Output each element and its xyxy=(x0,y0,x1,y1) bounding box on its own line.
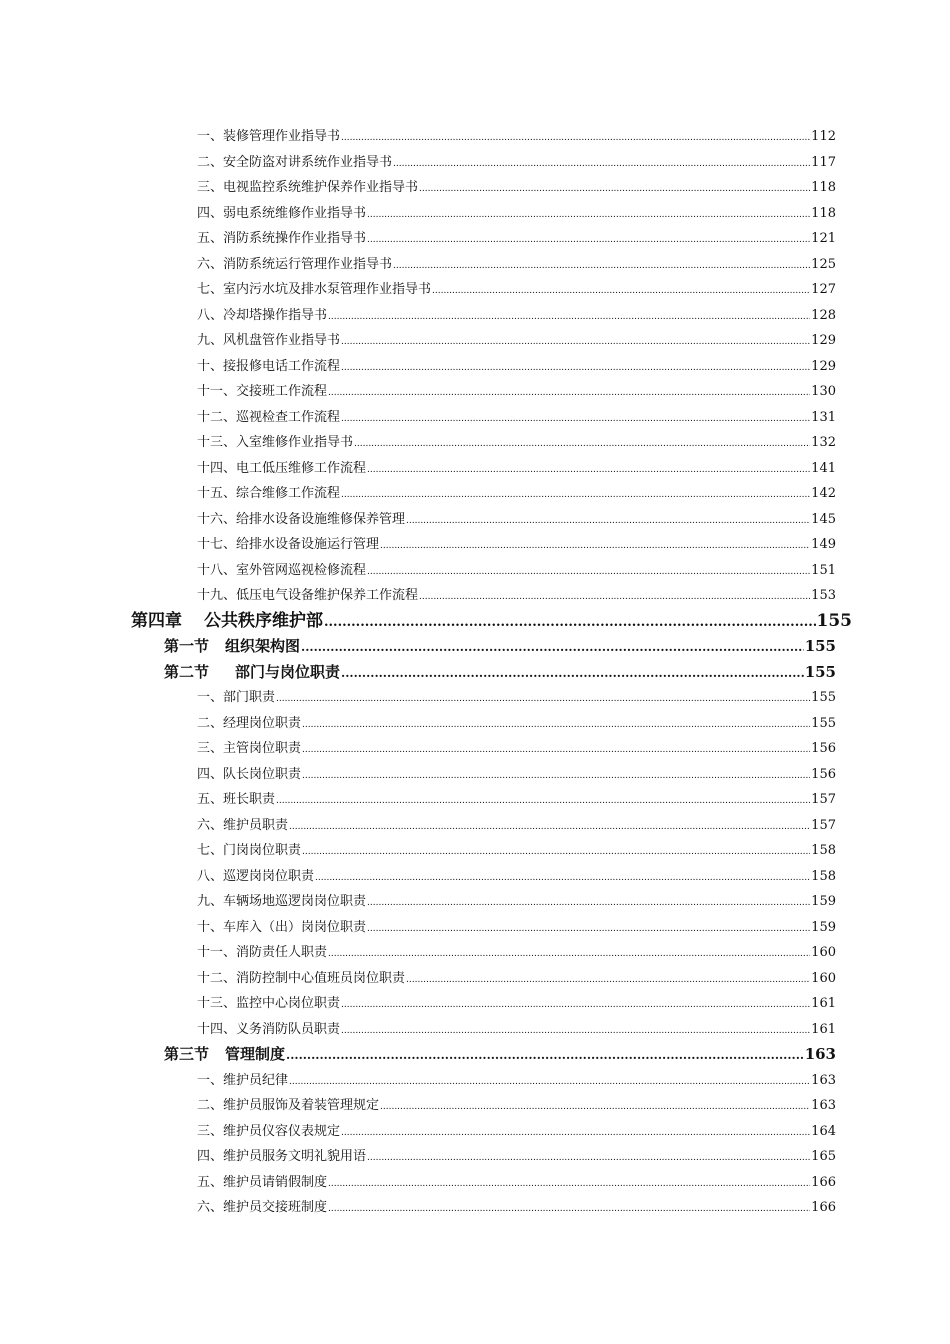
toc-entry[interactable] xyxy=(197,991,836,1017)
toc-page-number: 118 xyxy=(811,180,836,195)
toc-entry[interactable] xyxy=(197,1068,836,1094)
toc-leader-dots xyxy=(301,635,804,661)
toc-page-number: 166 xyxy=(811,1200,836,1215)
toc-page-number: 142 xyxy=(811,486,836,501)
toc-page-number: 127 xyxy=(811,282,836,297)
toc-entry-title: 一、维护员纪律 xyxy=(197,1072,289,1088)
toc-entry[interactable] xyxy=(197,354,836,380)
toc-leader-dots xyxy=(341,993,810,1019)
toc-entry[interactable] xyxy=(197,532,836,558)
toc-entry-title: 十三、监控中心岗位职责 xyxy=(197,996,341,1011)
toc-leader-dots xyxy=(289,815,810,841)
toc-leader-dots xyxy=(380,534,810,560)
toc-entry-title: 六、维护员交接班制度 xyxy=(197,1200,328,1215)
toc-entry-title: 四、队长岗位职责 xyxy=(197,766,302,782)
toc-leader-dots xyxy=(286,1043,804,1069)
toc-entry[interactable] xyxy=(197,1017,836,1043)
toc-section-2[interactable] xyxy=(164,660,836,686)
toc-entry[interactable] xyxy=(197,736,836,762)
toc-leader-dots xyxy=(341,483,810,509)
toc-leader-dots xyxy=(367,458,810,484)
toc-leader-dots xyxy=(341,126,810,152)
toc-leader-dots xyxy=(406,509,810,535)
toc-page-number: 158 xyxy=(811,843,836,858)
toc-entry-title: 八、冷却塔操作指导书 xyxy=(197,307,328,323)
toc-entry[interactable] xyxy=(197,379,836,405)
toc-leader-dots xyxy=(393,152,810,178)
toc-entry-title: 五、班长职责 xyxy=(197,792,276,807)
toc-entry-title: 六、维护员职责 xyxy=(197,817,289,833)
toc-leader-dots xyxy=(328,942,810,968)
toc-entry[interactable] xyxy=(197,1093,836,1119)
toc-entry-title: 四、维护员服务文明礼貌用语 xyxy=(197,1149,367,1164)
toc-leader-dots xyxy=(302,713,810,739)
toc-page-number: 163 xyxy=(811,1098,836,1113)
toc-entry-title: 八、巡逻岗岗位职责 xyxy=(197,868,315,884)
toc-entry-title: 十三、入室维修作业指导书 xyxy=(197,435,354,450)
toc-page-number: 121 xyxy=(811,231,836,246)
toc-leader-dots xyxy=(393,254,810,280)
toc-leader-dots xyxy=(276,687,810,713)
toc-page-number: 155 xyxy=(804,637,836,655)
toc-entry[interactable] xyxy=(197,124,836,150)
toc-page-number: 128 xyxy=(811,307,836,323)
toc-entry-title: 十九、低压电气设备维护保养工作流程 xyxy=(197,588,419,603)
toc-leader-dots xyxy=(302,840,810,866)
toc-leader-dots xyxy=(367,917,810,943)
toc-entry-title: 二、经理岗位职责 xyxy=(197,715,302,731)
toc-page-number: 153 xyxy=(811,588,836,603)
toc-page-number: 125 xyxy=(811,256,836,272)
toc-entry[interactable] xyxy=(197,481,836,507)
toc-group-c xyxy=(0,1068,950,1221)
toc-leader-dots xyxy=(289,1070,810,1096)
toc-leader-dots xyxy=(341,1019,810,1045)
toc-leader-dots xyxy=(432,279,810,305)
toc-page-number: 158 xyxy=(811,868,836,884)
toc-page-number: 163 xyxy=(804,1045,836,1063)
toc-entry-title: 十六、给排水设备设施维修保养管理 xyxy=(197,511,406,527)
toc-page-number: 159 xyxy=(811,894,836,909)
toc-entry[interactable] xyxy=(197,787,836,813)
toc-entry[interactable] xyxy=(197,277,836,303)
toc-page-number: 157 xyxy=(811,792,836,807)
toc-entry-title: 六、消防系统运行管理作业指导书 xyxy=(197,256,393,272)
toc-page-number: 141 xyxy=(811,460,836,476)
toc-leader-dots xyxy=(341,661,804,687)
toc-entry-title: 三、电视监控系统维护保养作业指导书 xyxy=(197,180,419,195)
toc-entry-title: 十七、给排水设备设施运行管理 xyxy=(197,537,380,552)
toc-leader-dots xyxy=(315,866,810,892)
toc-page-number: 163 xyxy=(811,1072,836,1088)
toc-entry[interactable] xyxy=(197,966,836,992)
toc-leader-dots xyxy=(302,738,810,764)
table-of-contents xyxy=(0,124,950,1221)
toc-entry-title: 二、维护员服饰及着装管理规定 xyxy=(197,1098,380,1113)
toc-leader-dots xyxy=(380,1095,810,1121)
toc-leader-dots xyxy=(354,432,810,458)
toc-entry[interactable] xyxy=(197,175,836,201)
toc-page-number: 160 xyxy=(811,970,836,986)
toc-leader-dots xyxy=(406,968,810,994)
toc-leader-dots xyxy=(328,381,810,407)
toc-entry[interactable] xyxy=(197,252,836,278)
toc-leader-dots xyxy=(341,330,810,356)
toc-entry[interactable] xyxy=(197,328,836,354)
toc-section-3[interactable] xyxy=(164,1042,836,1068)
toc-leader-dots xyxy=(367,1146,810,1172)
toc-entry-title: 十一、交接班工作流程 xyxy=(197,384,328,399)
toc-entry[interactable] xyxy=(197,201,836,227)
toc-entry-title: 第三节 管理制度 xyxy=(164,1045,286,1063)
toc-entry-title: 十、接报修电话工作流程 xyxy=(197,358,341,374)
toc-group-b xyxy=(0,685,950,1042)
toc-leader-dots xyxy=(341,356,810,382)
toc-entry[interactable] xyxy=(197,940,836,966)
toc-entry-title: 十、车库入（出）岗岗位职责 xyxy=(197,919,367,935)
toc-page-number: 156 xyxy=(811,741,836,756)
toc-entry[interactable] xyxy=(197,405,836,431)
toc-entry-title: 第一节 组织架构图 xyxy=(164,637,301,655)
toc-entry-title: 五、维护员请销假制度 xyxy=(197,1174,328,1190)
toc-leader-dots xyxy=(328,1197,810,1223)
toc-entry-title: 十二、消防控制中心值班员岗位职责 xyxy=(197,970,406,986)
toc-page-number: 129 xyxy=(811,333,836,348)
toc-entry-title: 九、车辆场地巡逻岗岗位职责 xyxy=(197,894,367,909)
toc-entry-title: 十四、电工低压维修工作流程 xyxy=(197,460,367,476)
toc-page-number: 157 xyxy=(811,817,836,833)
toc-section-1[interactable] xyxy=(164,634,836,660)
toc-entry[interactable] xyxy=(197,813,836,839)
toc-entry-title: 十八、室外管网巡视检修流程 xyxy=(197,562,367,578)
toc-page-number: 155 xyxy=(811,715,836,731)
toc-entry-title: 一、装修管理作业指导书 xyxy=(197,129,341,144)
toc-leader-dots xyxy=(367,560,810,586)
toc-page-number: 161 xyxy=(811,1021,836,1037)
toc-entry-title: 七、室内污水坑及排水泵管理作业指导书 xyxy=(197,282,432,297)
toc-entry[interactable] xyxy=(197,1119,836,1145)
toc-page-number: 159 xyxy=(811,919,836,935)
toc-page-number: 131 xyxy=(811,409,836,425)
toc-page-number: 160 xyxy=(811,945,836,960)
toc-page-number: 155 xyxy=(804,662,836,681)
toc-page-number: 155 xyxy=(811,690,836,705)
toc-page-number: 132 xyxy=(811,435,836,450)
toc-entry[interactable] xyxy=(197,456,836,482)
toc-entry[interactable] xyxy=(197,507,836,533)
toc-entry[interactable] xyxy=(197,303,836,329)
toc-page-number: 165 xyxy=(811,1149,836,1164)
toc-entry[interactable] xyxy=(197,864,836,890)
toc-entry[interactable] xyxy=(197,685,836,711)
toc-page-number: 164 xyxy=(811,1123,836,1139)
toc-page-number: 161 xyxy=(811,996,836,1011)
toc-page-number: 166 xyxy=(811,1174,836,1190)
toc-page-number: 130 xyxy=(811,384,836,399)
toc-entry[interactable] xyxy=(197,226,836,252)
toc-entry[interactable] xyxy=(197,838,836,864)
toc-leader-dots xyxy=(367,891,810,917)
toc-chapter-4[interactable] xyxy=(131,609,852,635)
toc-entry-title: 十一、消防责任人职责 xyxy=(197,945,328,960)
toc-entry[interactable] xyxy=(197,1144,836,1170)
toc-entry[interactable] xyxy=(197,762,836,788)
toc-entry-title: 第四章 公共秩序维护部 xyxy=(131,610,323,631)
toc-leader-dots xyxy=(341,1121,810,1147)
toc-entry-title: 十二、巡视检查工作流程 xyxy=(197,409,341,425)
toc-leader-dots xyxy=(367,228,810,254)
toc-entry-title: 七、门岗岗位职责 xyxy=(197,843,302,858)
toc-entry-title: 九、风机盘管作业指导书 xyxy=(197,333,341,348)
toc-entry-title: 三、主管岗位职责 xyxy=(197,741,302,756)
toc-leader-dots xyxy=(324,610,816,636)
toc-entry[interactable] xyxy=(197,558,836,584)
toc-entry-title: 十五、综合维修工作流程 xyxy=(197,486,341,501)
toc-page-number: 117 xyxy=(811,154,836,170)
toc-entry[interactable] xyxy=(197,889,836,915)
toc-entry[interactable] xyxy=(197,150,836,176)
toc-page-number: 145 xyxy=(811,511,836,527)
toc-leader-dots xyxy=(328,1172,810,1198)
toc-group-a xyxy=(0,124,950,609)
toc-entry-title: 五、消防系统操作作业指导书 xyxy=(197,231,367,246)
toc-entry[interactable] xyxy=(197,1170,836,1196)
toc-entry-title: 四、弱电系统维修作业指导书 xyxy=(197,205,367,221)
toc-entry[interactable] xyxy=(197,430,836,456)
toc-page-number: 151 xyxy=(811,562,836,578)
toc-leader-dots xyxy=(276,789,810,815)
toc-entry[interactable] xyxy=(197,915,836,941)
toc-entry-title: 十四、义务消防队员职责 xyxy=(197,1021,341,1037)
toc-leader-dots xyxy=(341,407,810,433)
toc-entry[interactable] xyxy=(197,711,836,737)
toc-entry[interactable] xyxy=(197,1195,836,1221)
toc-entry-title: 三、维护员仪容仪表规定 xyxy=(197,1123,341,1139)
toc-leader-dots xyxy=(419,585,810,611)
toc-entry[interactable] xyxy=(197,583,836,609)
toc-page-number: 118 xyxy=(811,205,836,221)
toc-entry-title: 二、安全防盗对讲系统作业指导书 xyxy=(197,154,393,170)
toc-page-number: 129 xyxy=(811,358,836,374)
toc-entry-title: 第二节 部门与岗位职责 xyxy=(164,662,341,681)
toc-entry-title: 一、部门职责 xyxy=(197,690,276,705)
toc-page-number: 112 xyxy=(811,129,836,144)
toc-leader-dots xyxy=(328,305,810,331)
toc-page-number: 156 xyxy=(811,766,836,782)
toc-leader-dots xyxy=(367,203,810,229)
toc-leader-dots xyxy=(419,177,810,203)
toc-page-number: 155 xyxy=(816,610,852,631)
toc-leader-dots xyxy=(302,764,810,790)
toc-page-number: 149 xyxy=(811,537,836,552)
